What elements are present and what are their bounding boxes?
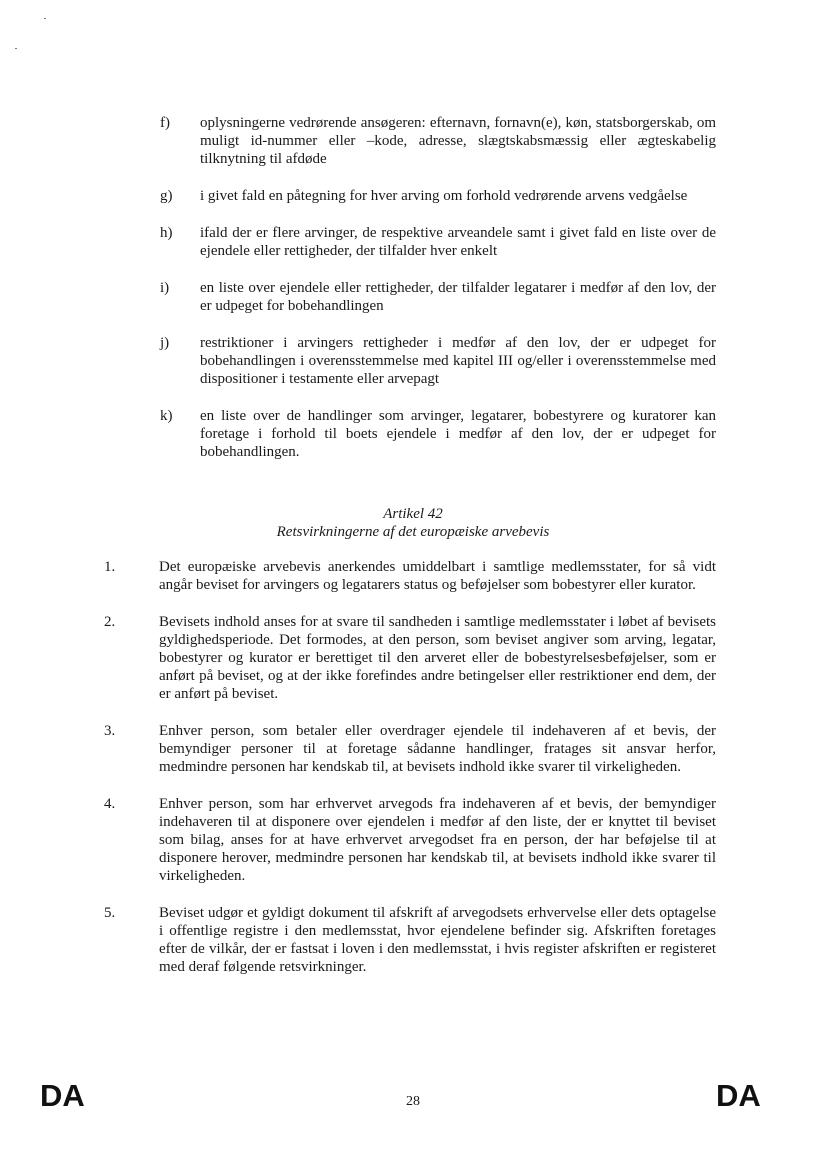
list-item-text: en liste over ejendele eller rettigheder, der tilfalder legatarer i medfør af den lov, der er udpeget for bobehandlingen [200,280,716,314]
paragraph-text: Bevisets indhold anses for at svare til sandheden i samtlige medlemsstater i løbet af bevisets gyldighedsperiode. Det formodes, at den person, som beviset angiver som arving, legatar, bobestyrer og kurator er berettiget til den arveret eller de bobestyrelsesbeføjelser, som er anført på beviset, og at der ikke forefindes andre betingelser eller restriktioner end dem, der er anført på beviset. [159,614,716,702]
paragraph-number: 4. [104,796,116,812]
article-heading [0,505,826,541]
paragraph-item [104,795,716,885]
paragraph-text: Det europæiske arvebevis anerkendes umiddelbart i samtlige medlemsstater, for så vidt angår beviset for arvingers og legatarers status og beføjelser som bobestyrer eller kurator. [159,559,716,593]
list-item-label: f) [160,115,170,131]
list-item-label: k) [160,408,173,424]
scan-speck [15,48,17,49]
list-item-text: restriktioner i arvingers rettigheder i medfør af den lov, der er udpeget for bobehandlingen i overensstemmelse med kapitel III og/eller i overensstemmelse med dispositioner i testamente eller arvepagt [200,335,716,387]
page-number: 28 [406,1094,420,1109]
list-item-text: i givet fald en påtegning for hver arving om forhold vedrørende arvens vedgåelse [200,188,688,204]
language-code-left: DA [40,1078,85,1113]
list-item [160,114,716,168]
list-item [160,224,716,260]
paragraph-text: Enhver person, som har erhvervet arvegods fra indehaveren af et bevis, der bemyndiger indehaveren til at disponere over ejendelen i medfør af den liste, der er knyttet til beviset som bilag, anses for at have erhvervet arvegodset fra en person, der har beføjelse til at disponere herover, medmindre personen har kendskab til, at bevisets indhold ikke svarer til virkeligheden. [159,796,716,884]
paragraph-item [104,904,716,976]
list-item [160,187,716,205]
list-item [160,407,716,461]
paragraph-number: 1. [104,559,116,575]
list-item-label: i) [160,280,170,296]
list-item [160,334,716,388]
paragraph-number: 5. [104,905,116,921]
scan-speck [44,18,46,19]
list-item-label: h) [160,225,173,241]
paragraph-item [104,722,716,776]
list-item [160,279,716,315]
paragraph-item [104,613,716,703]
lettered-list [160,114,716,480]
paragraph-text: Beviset udgør et gyldigt dokument til afskrift af arvegodsets erhvervelse eller dets optagelse i offentlige registre i den medlemsstat, hvor ejendelene befinder sig. Afskriften foretages efter de vilkår, der er fastsat i loven i den medlemsstat, i hvis register afskriften er registeret med deraf følgende retsvirkninger. [159,905,716,975]
paragraph-number: 2. [104,614,116,630]
article-number: Artikel 42 [383,506,443,522]
language-code-right: DA [716,1078,761,1113]
list-item-text: ifald der er flere arvinger, de respektive arveandele samt i givet fald en liste over de ejendele eller rettigheder, der tilfalder hver enkelt [200,225,716,259]
article-title: Retsvirkningerne af det europæiske arvebevis [276,524,550,540]
numbered-list [104,558,716,995]
paragraph-number: 3. [104,723,116,739]
list-item-text: en liste over de handlinger som arvinger, legatarer, bobestyrere og kuratorer kan foretage i forhold til boets ejendele i medfør af den lov, der er udpeget for bobehandlingen. [200,408,716,460]
list-item-text: oplysningerne vedrørende ansøgeren: efternavn, fornavn(e), køn, statsborgerskab, om muligt id-nummer eller –kode, adresse, slægtskabsmæssig eller ægteskabelig tilknytning til afdøde [200,115,716,167]
list-item-label: j) [160,335,170,351]
paragraph-text: Enhver person, som betaler eller overdrager ejendele til indehaveren af et bevis, der bemyndiger personer til at foretage sådanne handlinger, fratages sit ansvar herfor, medmindre personen har kendskab til, at bevisets indhold ikke svarer til virkeligheden. [159,723,716,775]
list-item-label: g) [160,188,173,204]
paragraph-item [104,558,716,594]
